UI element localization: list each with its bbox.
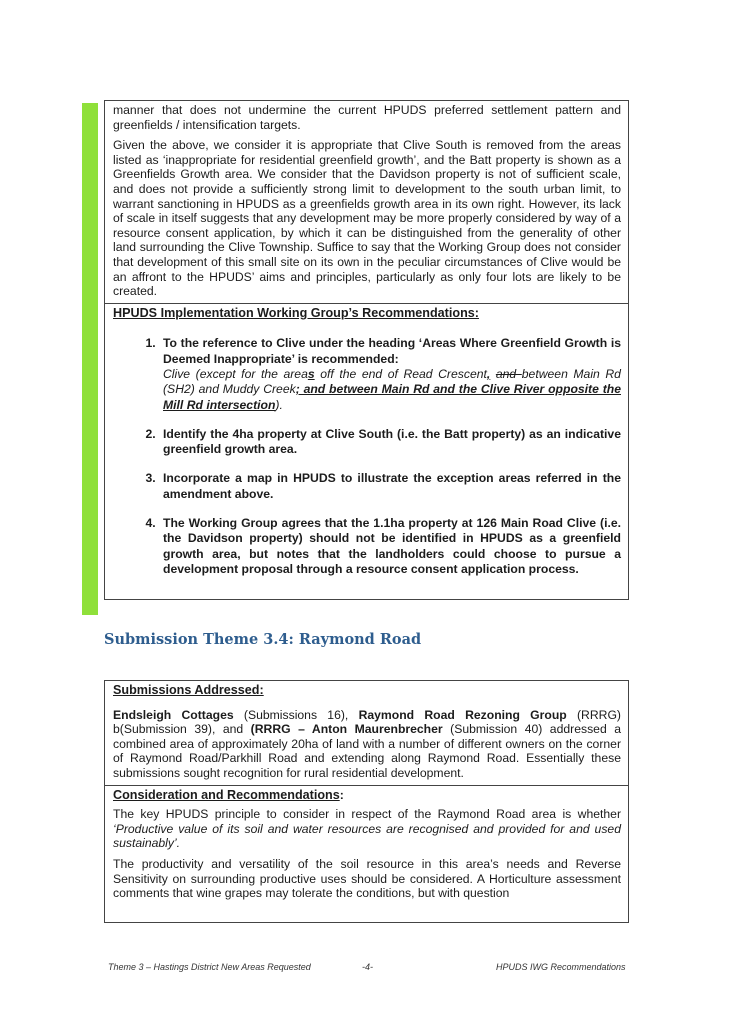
list-item bbox=[159, 336, 621, 412]
consideration-heading: Consideration and Recommendations: bbox=[113, 787, 344, 802]
raymond-road-table bbox=[104, 680, 629, 923]
consideration-cell bbox=[105, 785, 628, 905]
list-item: 3. Incorporate a map in HPUDS to illustrate the exception areas referred in the amendment above. bbox=[159, 471, 621, 502]
recommendations-table bbox=[104, 100, 629, 600]
recommendations-heading: HPUDS Implementation Working Group’s Recommendations: bbox=[113, 305, 479, 320]
paragraph: manner that does not undermine the current HPUDS preferred settlement pattern and greenfields / intensification targets. bbox=[113, 103, 621, 132]
footer-right: HPUDS IWG Recommendations bbox=[496, 962, 626, 972]
discussion-cell bbox=[105, 101, 628, 303]
recommendations-cell bbox=[105, 303, 628, 587]
list-item: 4. The Working Group agrees that the 1.1ha property at 126 Main Road Clive (i.e. the Davidson property) should not be identified in HPUDS as a greenfield growth area, but notes that the landholders could choose to pursue a development proposal through a resource consent application process. bbox=[159, 516, 621, 577]
paragraph: The productivity and versatility of the soil resource in this area’s needs and Reverse Sensitivity on surrounding productive uses should be considered. A Horticulture assessment comments that wine grapes may tolerate the conditions, but with question bbox=[113, 856, 621, 901]
inserted-text: s bbox=[307, 366, 315, 381]
paragraph: Given the above, we consider it is appropriate that Clive South is removed from the areas listed as ‘inappropriate for residential greenfield growth’, and the Batt property is shown as a Greenfields Growth area. We consider that the Davidson property is not of sufficient scale, and does not provide a sufficiently strong limit to development to the south urban limit, to warrant sanctioning in HPUDS as a greenfields growth area in its own right. However, its lack of scale in itself suggests that any development may be more properly considered by way of a resource consent application, by which it can be distinguished from the generality of other land surrounding the Clive Township. Suffice to say that the Working Group does not consider that development of this small site on its own in the peculiar circumstances of Clive would be an affront to the HPUDS’ aims and principles, particularly as only four lots are likely to be created. bbox=[113, 138, 621, 299]
recommendation-text: To the reference to Clive under the heading ‘Areas Where Greenfield Growth is Deemed Inappropriate’ is recommended: bbox=[163, 336, 621, 366]
paragraph: The key HPUDS principle to consider in respect of the Raymond Road area is whether ‘Productive value of its soil and water resources are recognised and provided for and used sustainably’. bbox=[113, 807, 621, 851]
struck-text: and bbox=[495, 366, 522, 381]
submissions-cell bbox=[105, 681, 628, 785]
green-highlight-bar bbox=[82, 103, 98, 615]
footer-left: Theme 3 – Hastings District New Areas Requested bbox=[108, 962, 311, 972]
section-title: Submission Theme 3.4: Raymond Road bbox=[104, 631, 422, 648]
recommendations-list bbox=[113, 336, 621, 577]
page-number: -4- bbox=[362, 962, 373, 972]
amendment-text: Clive (except for the areas off the end of Read Crescent, and between Main Rd (SH2) and Muddy Creek; and between Main Rd and the Clive River opposite the Mill Rd intersection). bbox=[163, 366, 621, 412]
inserted-text: ; and between Main Rd and the Clive River opposite the Mill Rd intersection bbox=[163, 382, 621, 412]
inserted-text: , bbox=[486, 366, 491, 381]
paragraph: Endsleigh Cottages (Submissions 16), Raymond Road Rezoning Group (RRRG) b(Submission 39), and (RRRG – Anton Maurenbrecher (Submission 40) addressed a combined area of approximately 20ha of land with a number of different owners on the corner of Raymond Road/Parkhill Road and extending along Raymond Road. Essentially these submissions sought recognition for rural residential development. bbox=[113, 707, 621, 780]
submissions-heading: Submissions Addressed: bbox=[113, 683, 264, 697]
list-item: 2. Identify the 4ha property at Clive South (i.e. the Batt property) as an indicative greenfield growth area. bbox=[159, 427, 621, 458]
